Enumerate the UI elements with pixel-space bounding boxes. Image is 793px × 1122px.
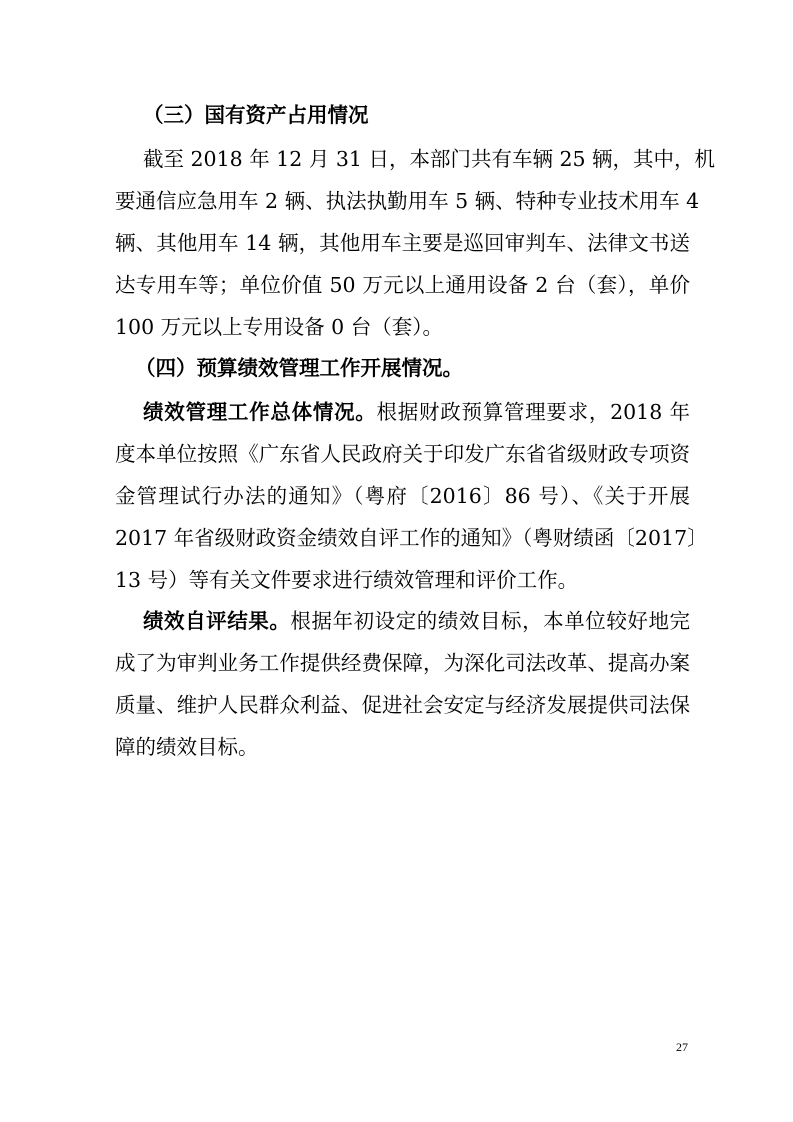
performance-line-2: 度本单位按照《广东省人民政府关于印发广东省省级财政专项资 [115,442,690,466]
performance-line-3: 金管理试行办法的通知》（粤府〔2016〕86 号）、《关于开展 [115,484,690,508]
self-evaluation-line-3: 质量、维护人民群众利益、促进社会安定与经济发展提供司法保 [115,693,690,717]
self-evaluation-run-in-heading: 绩效自评结果。 [143,609,291,633]
self-evaluation-line-2: 成了为审判业务工作提供经费保障，为深化司法改革、提高办案 [115,651,690,675]
page-number: 27 [676,1040,688,1054]
self-evaluation-first-line-text: 根据年初设定的绩效目标，本单位较好地完 [290,609,691,633]
self-evaluation-line-4: 障的绩效目标。 [115,735,259,759]
performance-run-in-heading: 绩效管理工作总体情况。 [143,400,377,424]
performance-line-5: 13 号）等有关文件要求进行绩效管理和评价工作。 [115,568,579,592]
section-3-line-2: 要通信应急用车 2 辆、执法执勤用车 5 辆、特种专业技术用车 4 [115,189,700,213]
section-4-heading: （四）预算绩效管理工作开展情况。 [135,356,463,380]
section-3-heading: （三）国有资产占用情况 [143,103,369,127]
section-3-line-1: 截至 2018 年 12 月 31 日，本部门共有车辆 25 辆，其中，机 [143,147,716,171]
section-3-line-5: 100 万元以上专用设备 0 台（套）。 [115,315,443,339]
self-evaluation-paragraph-first-line [143,606,690,636]
performance-paragraph-first-line [143,397,690,427]
section-3-line-3: 辆、其他用车 14 辆，其他用车主要是巡回审判车、法律文书送 [115,231,690,255]
section-3-line-4: 达专用车等；单位价值 50 万元以上通用设备 2 台（套），单价 [115,273,690,297]
performance-line-4: 2017 年省级财政资金绩效自评工作的通知》（粤财绩函〔2017〕 [115,526,708,550]
performance-first-line-text: 根据财政预算管理要求，2018 年 [376,400,691,424]
